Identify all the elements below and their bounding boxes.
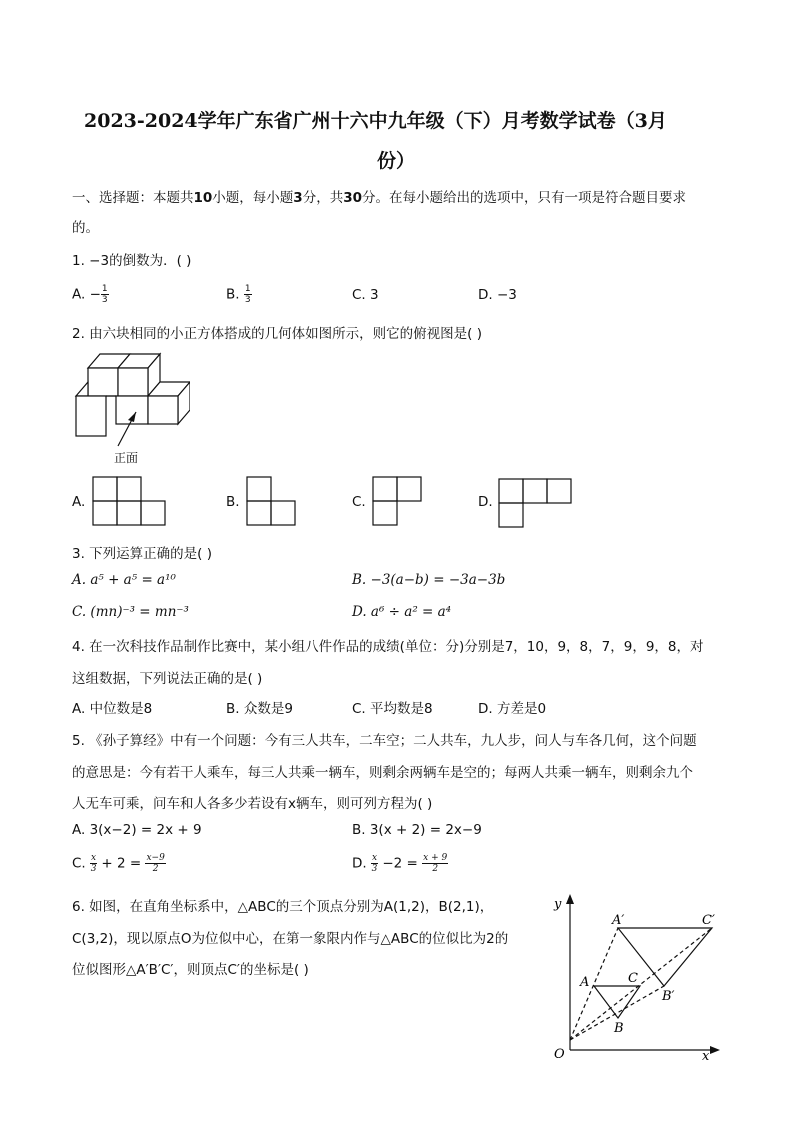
front-view-label: 正面 — [114, 451, 139, 465]
question-3-option-a: A. a⁵ + a⁵ = a¹⁰ — [72, 572, 176, 588]
question-4-option-a: A. 中位数是8 — [72, 701, 153, 717]
coordinate-figure — [540, 890, 730, 1070]
question-3-stem: 3. 下列运算正确的是( ) — [72, 546, 212, 562]
question-6-stem-line3: 位似图形△A′B′C′，则顶点C′的坐标是( ) — [72, 962, 309, 978]
question-1-option-d: D. −3 — [478, 287, 517, 303]
x-axis-label: x — [702, 1049, 710, 1064]
point-a-prime-label: A′ — [612, 913, 625, 928]
question-6-stem: 6. 如图，在直角坐标系中，△ABC的三个顶点分别为A(1,2)，B(2,1)， — [72, 899, 494, 915]
question-4-option-b: B. 众数是9 — [226, 701, 293, 717]
point-b-label: B — [614, 1021, 624, 1036]
question-1-option-b: B. $\frac{1}{3}$ — [226, 284, 251, 305]
question-5-option-a: A. 3(x−2) = 2x + 9 — [72, 822, 202, 838]
question-3-option-c: C. (mn)⁻³ = mn⁻³ — [72, 604, 189, 620]
point-b-prime-label: B′ — [662, 989, 675, 1004]
question-4-option-d: D. 方差是0 — [478, 701, 547, 717]
page-title: 2023-2024学年广东省广州十六中九年级（下）月考数学试卷（3月 — [84, 110, 667, 132]
question-2-option-c-label: C. — [352, 494, 366, 510]
question-2-option-d-label: D. — [478, 494, 493, 510]
question-5-stem: 5. 《孙子算经》中有一个问题：今有三人共车，二车空；二人共车，九人步，问人与车各几何，这个问题 — [72, 733, 697, 749]
question-5-stem-line2: 的意思是：今有若干人乘车，每三人共乘一辆车，则剩余两辆车是空的；每两人共乘一辆车，则剩余九个 — [72, 765, 693, 781]
point-c-prime-label: C′ — [702, 913, 715, 928]
question-5-option-b: B. 3(x + 2) = 2x−9 — [352, 822, 482, 838]
option-d-top-view — [498, 478, 572, 528]
question-5-option-c: C. $\frac{x}{3}$ + 2 = $\frac{x-9}{2}$ — [72, 853, 165, 874]
question-4-stem: 4. 在一次科技作品制作比赛中，某小组八件作品的成绩(单位：分)分别是7，10，9，8，7，9，9，8，对 — [72, 639, 704, 655]
origin-label: O — [554, 1047, 565, 1062]
question-3-option-d: D. a⁶ ÷ a² = a⁴ — [352, 604, 452, 620]
question-5-option-d: D. $\frac{x}{3}$ −2 = $\frac{x + 9}{2}$ — [352, 853, 448, 874]
question-4-stem-line2: 这组数据，下列说法正确的是( ) — [72, 671, 263, 687]
question-1-option-c: C. 3 — [352, 287, 379, 303]
point-a-label: A — [580, 975, 590, 990]
y-axis-label: y — [554, 897, 562, 912]
question-2-option-a-label: A. — [72, 494, 86, 510]
option-c-top-view — [372, 476, 422, 526]
question-6-stem-line2: C(3,2)，现以原点O为位似中心，在第一象限内作与△ABC的位似比为2的 — [72, 931, 509, 947]
option-b-top-view — [246, 476, 296, 526]
option-a-top-view — [92, 476, 166, 526]
point-c-label: C — [628, 971, 638, 986]
question-4-option-c: C. 平均数是8 — [352, 701, 433, 717]
question-5-stem-line3: 人无车可乘，问车和人各多少若设有x辆车，则可列方程为( ) — [72, 796, 433, 812]
question-3-option-b: B. −3(a−b) = −3a−3b — [352, 572, 506, 588]
section-instructions: 一、选择题：本题共10小题，每小题3分，共30分。在每小题给出的选项中，只有一项是符合题目要求 — [72, 190, 686, 206]
page-title-continued: 份） — [377, 150, 416, 172]
question-2-stem: 2. 由六块相同的小正方体搭成的几何体如图所示，则它的俯视图是( ) — [72, 326, 482, 342]
question-2-option-b-label: B. — [226, 494, 240, 510]
section-instructions-line2: 的。 — [72, 220, 99, 236]
question-1-stem: 1. −3的倒数为．( ) — [72, 253, 192, 269]
question-1-option-a: A. − $\frac{1}{3}$ — [72, 284, 108, 305]
